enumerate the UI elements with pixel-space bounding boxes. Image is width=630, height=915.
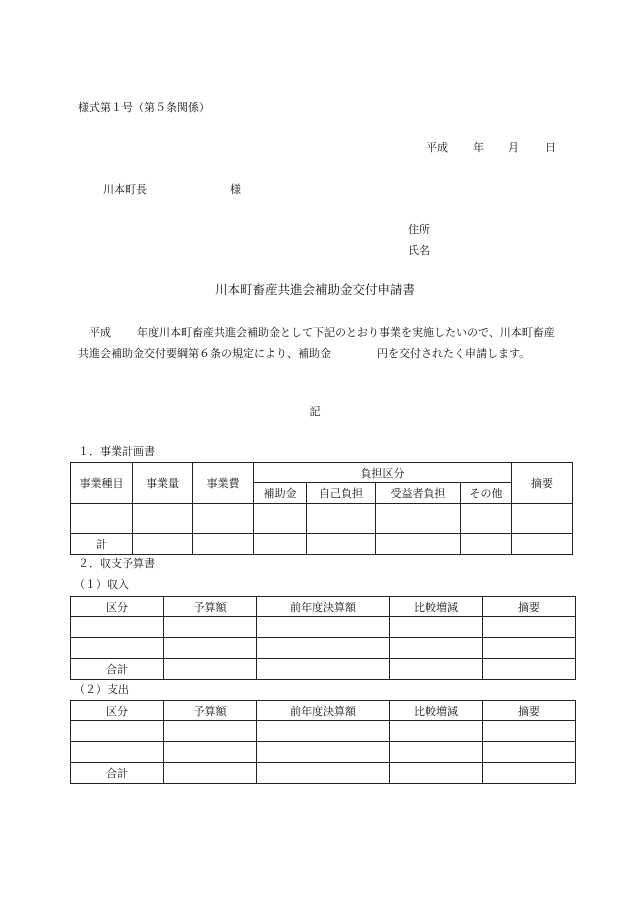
table-row [71,721,576,742]
table-cell [390,742,483,763]
table-cell [512,534,573,555]
table-cell [164,659,257,680]
plan-table [70,462,573,555]
addressee-line [103,182,241,198]
expense-title: （２）支出 [74,683,129,696]
table-row [71,617,576,638]
table-cell [483,742,576,763]
table-cell [71,742,164,763]
table-cell [257,638,390,659]
table-cell [193,534,254,555]
table-cell [164,763,257,784]
plan-header-other: その他 [461,483,512,504]
income-header-category: 区分 [71,597,164,617]
expense-header-diff: 比較増減 [390,701,483,721]
table-cell [483,763,576,784]
table-cell [390,638,483,659]
table-cell [257,763,390,784]
plan-header-beneficiary: 受益者負担 [376,483,461,504]
table-cell [483,721,576,742]
table-cell [133,504,193,534]
date-day: 日 [545,141,556,154]
table-cell [461,534,512,555]
table-cell [164,742,257,763]
table-row [71,659,576,680]
date-line [426,140,556,156]
table-cell [376,504,461,534]
body-part2: 円を交付されたく申請します。 [377,347,531,360]
date-month: 月 [508,141,519,154]
table-cell [483,659,576,680]
body-era: 平成 [89,326,111,339]
plan-header-volume: 事業量 [133,463,193,504]
table-cell [390,721,483,742]
table-cell [307,534,376,555]
table-cell [71,638,164,659]
table-cell [390,763,483,784]
date-era: 平成 [426,141,448,154]
expense-header-category: 区分 [71,701,164,721]
table-row [71,763,576,784]
table-cell [164,721,257,742]
body-part1: 年度川本町畜産共進会補助金として下記のとおり事業を実施したいので、川本町畜産共進会補助金交付要綱第６条の規定により、補助金 [78,326,555,360]
table-cell [376,534,461,555]
table-cell [164,617,257,638]
form-number: 様式第１号（第５条関係） [78,101,210,114]
income-header-remarks: 摘要 [483,597,576,617]
table-cell [71,721,164,742]
income-header-diff: 比較増減 [390,597,483,617]
name-label: 氏名 [408,244,430,257]
table-cell [257,742,390,763]
expense-table [70,700,576,784]
table-cell [390,617,483,638]
table-cell [483,638,576,659]
table-row [71,534,573,555]
income-table [70,596,576,680]
table-cell [257,721,390,742]
income-header-prev: 前年度決算額 [257,597,390,617]
table-cell [307,504,376,534]
plan-header-type: 事業種目 [71,463,133,504]
table-cell [483,617,576,638]
table-row [71,504,573,534]
table-cell [254,534,307,555]
section2-title: ２．収支予算書 [78,557,155,570]
plan-header-cost: 事業費 [193,463,254,504]
honorific: 様 [230,183,241,196]
expense-header-budget: 予算額 [164,701,257,721]
ki-mark: 記 [309,405,321,418]
date-year: 年 [473,141,484,154]
table-cell [461,504,512,534]
income-total-label: 合計 [71,659,164,680]
section1-title: １．事業計画書 [78,445,155,458]
table-cell [193,504,254,534]
plan-header-burden: 負担区分 [254,463,512,483]
plan-total-label: 計 [71,534,133,555]
address-label: 住所 [408,223,430,236]
table-cell [164,638,257,659]
income-header-budget: 予算額 [164,597,257,617]
table-cell [133,534,193,555]
table-cell [71,504,133,534]
table-cell [390,659,483,680]
table-row [71,742,576,763]
body-paragraph [78,322,558,364]
table-cell [512,504,573,534]
expense-header-prev: 前年度決算額 [257,701,390,721]
plan-header-self: 自己負担 [307,483,376,504]
table-cell [257,659,390,680]
table-cell [71,617,164,638]
plan-header-subsidy: 補助金 [254,483,307,504]
expense-header-remarks: 摘要 [483,701,576,721]
table-cell [254,504,307,534]
addressee: 川本町長 [103,183,147,196]
document-title: 川本町畜産共進会補助金交付申請書 [214,282,415,297]
table-cell [257,617,390,638]
table-row [71,638,576,659]
income-title: （１）収入 [74,578,129,591]
plan-header-remarks: 摘要 [512,463,573,504]
expense-total-label: 合計 [71,763,164,784]
